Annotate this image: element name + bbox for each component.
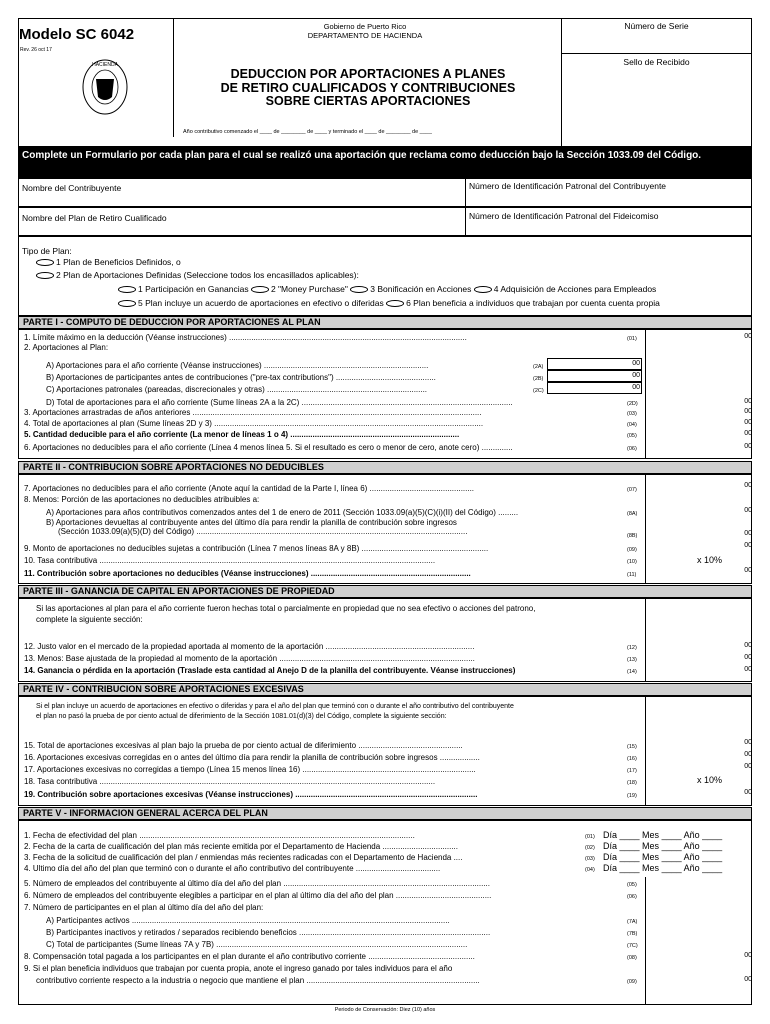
instructions-banner: Complete un Formulario por cada plan para el cual se realizó una aportación que reclama como deducción bajo la Sección 1033.09 del Código. <box>18 147 752 178</box>
tax-rate: x 10% <box>697 555 723 565</box>
year-label: Año <box>683 841 700 851</box>
plan-type-option-1[interactable] <box>36 257 181 267</box>
month-label: Mes <box>642 830 660 840</box>
checkbox-icon[interactable] <box>118 300 136 307</box>
part-1-amount-column <box>645 329 752 459</box>
line-ref: (04) <box>627 422 637 428</box>
line-ref: (01) <box>627 336 637 342</box>
line-18-label: 18. Tasa contributiva ....................................................................................................................................................... <box>24 777 436 786</box>
line-8b-label: B) Aportaciones devueltas al contribuyente antes del último día para rendir la planilla de contribución sobre ingresos <box>46 518 457 527</box>
checkbox-icon[interactable] <box>350 286 368 293</box>
line-ref: (08) <box>627 955 637 961</box>
day-label: Día <box>603 863 618 873</box>
line-ref: (2B) <box>533 376 544 382</box>
line-16-label: 16. Aportaciones excesivas corregidas en o antes del último día para rendir la planilla de contribución sobre ingresos .................. <box>24 753 480 762</box>
line-ref: (04) <box>585 867 595 873</box>
plan-subtypes-row-1 <box>118 284 656 294</box>
line-2a-amount[interactable] <box>547 358 642 370</box>
line-19-label: 19. Contribución sobre aportaciones excesivas (Véanse instrucciones) .................................................................................. <box>24 790 478 799</box>
line-ref: (11) <box>627 572 637 578</box>
cents-marker: 00 <box>632 384 640 391</box>
part-3-intro-2: complete la siguiente sección: <box>36 615 143 624</box>
cents-marker: 00 <box>744 751 752 758</box>
line-2-label: 2. Aportaciones al Plan: <box>24 343 109 352</box>
month-label: Mes <box>642 852 660 862</box>
line-2a-label: A) Aportaciones para el año corriente (Véanse instrucciones) .......................................................................... <box>46 361 429 370</box>
line-5-label: 5. Cantidad deducible para el año corriente (La menor de líneas 1 o 4) ............................................................................ <box>24 430 460 439</box>
line-ref: (19) <box>627 793 637 799</box>
v-line-7-label: 7. Número de participantes en el plan al último día del año del plan: <box>24 903 264 912</box>
cents-marker: 00 <box>744 482 752 489</box>
month-label: Mes <box>642 863 660 873</box>
line-8b-label-2: (Sección 1033.09(a)(5)(D) del Código) .......................................................................................................................... <box>58 527 468 536</box>
line-ref: (07) <box>627 487 637 493</box>
line-2b-amount[interactable] <box>547 370 642 382</box>
header-divider <box>173 18 174 137</box>
v-line-9-label-2: contributivo corriente respecto a la industria o negocio que mantiene el plan .............................................................................. <box>36 976 480 985</box>
date-fields[interactable] <box>603 830 722 874</box>
checkbox-icon[interactable] <box>118 286 136 293</box>
year-label: Año <box>683 830 700 840</box>
part-4-intro: Si el plan incluye un acuerdo de aportaciones en efectivo o diferidas y para el año del plan que terminó con o durante el año contributivo del contribuyente <box>36 703 514 710</box>
line-14-label: 14. Ganancia o pérdida en la aportación (Traslade esta cantidad al Anejo D de la planilla del contribuyente. Véanse instrucciones) <box>24 666 516 675</box>
line-6-label: 6. Aportaciones no deducibles para el año corriente (Línea 4 menos línea 5. Si el resultado es cero o menor de cero, anote cero) .............. <box>24 443 513 452</box>
plan-subtypes-row-2 <box>118 298 660 308</box>
v-line-7c-label: C) Total de participantes (Sume líneas 7A y 7B) ................................................................................................................. <box>46 940 468 949</box>
retention-period: Periodo de Conservación: Diez (10) años <box>334 1007 436 1013</box>
line-ref: (8B) <box>627 533 638 539</box>
cents-marker: 00 <box>744 408 752 415</box>
line-ref: (09) <box>627 547 637 553</box>
day-label: Día <box>603 841 618 851</box>
form-main-title <box>178 68 558 109</box>
part-4-header: PARTE IV - CONTRIBUCION SOBRE APORTACIONES EXCESIVAS <box>18 683 752 696</box>
line-2c-amount[interactable] <box>547 382 642 394</box>
v-line-8-label: 8. Compensación total pagada a los participantes en el plan durante el año contributivo corriente ................................................ <box>24 952 475 961</box>
line-ref: (03) <box>585 856 595 862</box>
date-row-1[interactable]: Día ____ Mes ____ Año ____ <box>603 830 723 840</box>
gov-line-2: DEPARTAMENTO DE HACIENDA <box>307 31 423 40</box>
line-11-label: 11. Contribución sobre aportaciones no deducibles (Véanse instrucciones) ........................................................................ <box>24 569 471 578</box>
line-8a-label: A) Aportaciones para años contributivos comenzados antes del 1 de enero de 2011 (Sección 1033.09(a)(5)(C)(i)(II) del Código) ......... <box>46 508 519 517</box>
line-ref: (14) <box>627 669 637 675</box>
line-ref: (05) <box>627 882 637 888</box>
tax-rate: x 10% <box>697 775 723 785</box>
cents-marker: 00 <box>744 976 752 983</box>
line-ref: (2C) <box>533 388 544 394</box>
month-label: Mes <box>642 841 660 851</box>
gov-line-1: Gobierno de Puerto Rico <box>323 22 407 31</box>
line-8-label: 8. Menos: Porción de las aportaciones no deducibles atribuibles a: <box>24 495 260 504</box>
checkbox-icon[interactable] <box>386 300 404 307</box>
cents-marker: 00 <box>744 642 752 649</box>
year-label: Año <box>683 852 700 862</box>
date-row-4[interactable]: Día ____ Mes ____ Año ____ <box>603 863 723 873</box>
v-line-7a-label: A) Participantes activos ............................................................................................................................................... <box>46 916 450 925</box>
line-13-label: 13. Menos: Base ajustada de la propiedad al momento de la aportación ........................................................................................ <box>24 654 475 663</box>
line-ref: (17) <box>627 768 637 774</box>
part-4-intro-2: el plan no pasó la prueba de por ciento actual de diferimiento de la Sección 1081.01(d)(3) del Código, complete la siguiente sección: <box>36 713 447 720</box>
radio-icon[interactable] <box>36 259 54 266</box>
part-3-header: PARTE III - GANANCIA DE CAPITAL EN APORTACIONES DE PROPIEDAD <box>18 585 752 598</box>
part-5-amount-column <box>645 877 752 1005</box>
radio-icon[interactable] <box>36 272 54 279</box>
v-line-4-label: 4. Ultimo día del año del plan que terminó con o durante el año contributivo del contribuyente ...................................... <box>24 864 441 873</box>
line-ref: (18) <box>627 780 637 786</box>
title-line-3: SOBRE CIERTAS APORTACIONES <box>265 94 471 108</box>
option-label: 1 Plan de Beneficios Definidos, o <box>56 257 181 267</box>
line-ref: (7A) <box>627 919 638 925</box>
title-line-1: DEDUCCION POR APORTACIONES A PLANES <box>230 67 506 81</box>
line-ref: (16) <box>627 756 637 762</box>
line-ref: (01) <box>585 834 595 840</box>
line-ref: (02) <box>585 845 595 851</box>
v-line-5-label: 5. Número de empleados del contribuyente al último día del año del plan ............................................................................................. <box>24 879 490 888</box>
cents-marker: 00 <box>744 666 752 673</box>
cents-marker: 00 <box>744 443 752 450</box>
seal-text: HACIENDA <box>92 62 118 68</box>
line-9-label: 9. Monto de aportaciones no deducibles sujetas a contribución (Línea 7 menos líneas 8A y 8B) ......................................................... <box>24 544 489 553</box>
line-ref: (15) <box>627 744 637 750</box>
title-line-2: DE RETIRO CUALIFICADOS Y CONTRIBUCIONES <box>220 80 516 95</box>
trust-ein-field[interactable]: Número de Identificación Patronal del Fideicomiso <box>469 211 659 221</box>
v-line-2-label: 2. Fecha de la carta de cualificación del plan más reciente emitida por el Departamento de Hacienda .................................. <box>24 842 458 851</box>
cents-marker: 00 <box>744 333 752 340</box>
line-1-label: 1. Límite máximo en la deducción (Véanse instrucciones) ........................................................................................................... <box>24 333 467 342</box>
part-5-header: PARTE V - INFORMACION GENERAL ACERCA DEL PLAN <box>18 807 752 820</box>
line-7-label: 7. Aportaciones no deducibles para el año corriente (Anote aquí la cantidad de la Parte I, línea 6) ............................................... <box>24 484 475 493</box>
checkbox-icon[interactable] <box>474 286 492 293</box>
cents-marker: 00 <box>744 419 752 426</box>
subtype-label: 6 Plan beneficia a individuos que trabajan por cuenta cuenta propia <box>406 298 660 308</box>
line-17-label: 17. Aportaciones excesivas no corregidas a tiempo (Línea 15 menos línea 16) .............................................................................. <box>24 765 476 774</box>
date-row-2[interactable]: Día ____ Mes ____ Año ____ <box>603 841 723 851</box>
cents-marker: 00 <box>632 360 640 367</box>
line-2b-label: B) Aportaciones de participantes antes de contribuciones ("pre-tax contributions") ............................................. <box>46 373 436 382</box>
v-line-6-label: 6. Número de empleados del contribuyente elegibles a participar en el plan al último día del año del plan ........................................... <box>24 891 492 900</box>
line-ref: (06) <box>627 446 637 452</box>
plan-type-option-2[interactable] <box>36 270 359 280</box>
line-12-label: 12. Justo valor en el mercado de la propiedad aportada al momento de la aportación ................................................................... <box>24 642 475 651</box>
cents-marker: 00 <box>744 763 752 770</box>
v-line-7b-label: B) Participantes inactivos y retirados / separados recibiendo beneficios ...................................................................................... <box>46 928 491 937</box>
line-ref: (10) <box>627 559 637 565</box>
line-15-label: 15. Total de aportaciones excesivas al plan bajo la prueba de por ciento actual de diferimiento ............................................... <box>24 741 463 750</box>
subtype-label: 1 Participación en Ganancias <box>138 284 249 294</box>
received-stamp-label: Sello de Recibido <box>623 57 690 67</box>
checkbox-icon[interactable] <box>251 286 269 293</box>
cents-marker: 00 <box>744 430 752 437</box>
form-title: Modelo SC 6042 <box>19 26 135 43</box>
taxpayer-name-field[interactable]: Nombre del Contribuyente <box>22 183 122 193</box>
cents-marker: 00 <box>744 739 752 746</box>
hacienda-seal-icon <box>80 57 130 117</box>
part-3-intro: Si las aportaciones al plan para el año corriente fueron hechas total o parcialmente en propiedad que no sea efectivo o acciones del patrono, <box>36 604 536 613</box>
cents-marker: 00 <box>744 530 752 537</box>
cents-marker: 00 <box>744 398 752 405</box>
cents-marker: 00 <box>744 789 752 796</box>
government-header <box>190 22 540 40</box>
cents-marker: 00 <box>632 372 640 379</box>
line-ref: (12) <box>627 645 637 651</box>
cents-marker: 00 <box>744 952 752 959</box>
cents-marker: 00 <box>744 567 752 574</box>
part-3-amount-column <box>645 598 752 682</box>
tax-year-line[interactable]: Año contributivo comenzado el ____ de ________ de ____ y terminado el ____ de ________ de ____ <box>183 129 432 135</box>
subtype-label: 5 Plan incluye un acuerdo de aportaciones en efectivo o diferidas <box>138 298 384 308</box>
line-4-label: 4. Total de aportaciones al plan (Sume líneas 2D y 3) ......................................................................................................................... <box>24 419 484 428</box>
date-row-3[interactable]: Día ____ Mes ____ Año ____ <box>603 852 723 862</box>
line-ref: (8A) <box>627 511 638 517</box>
line-2c-label: C) Aportaciones patronales (pareadas, discrecionales y otras) ........................................................................ <box>46 385 428 394</box>
line-ref: (06) <box>627 894 637 900</box>
line-ref: (2D) <box>627 401 638 407</box>
serial-number-label: Número de Serie <box>624 21 689 31</box>
day-label: Día <box>603 830 618 840</box>
subtype-label: 3 Bonificación en Acciones <box>370 284 472 294</box>
line-ref: (7C) <box>627 943 638 949</box>
plan-type-label: Tipo de Plan: <box>22 246 72 256</box>
plan-name-field[interactable]: Nombre del Plan de Retiro Cualificado <box>22 213 167 223</box>
v-line-3-label: 3. Fecha de la solicitud de cualificación del plan / enmiendas más recientes radicadas con el Departamento de Hacienda .... <box>24 853 463 862</box>
v-line-9-label: 9. Si el plan beneficia individuos que trabajan por cuenta propia, anote el ingreso ganado por tales individuos para el año <box>24 964 453 973</box>
year-label: Año <box>683 863 700 873</box>
cents-marker: 00 <box>744 507 752 514</box>
v-line-1-label: 1. Fecha de efectividad del plan ............................................................................................................................ <box>24 831 415 840</box>
part-4-amount-column <box>645 696 752 806</box>
line-ref: (09) <box>627 979 637 985</box>
part-1-header: PARTE I - COMPUTO DE DEDUCCION POR APORTACIONES AL PLAN <box>18 316 752 329</box>
line-10-label: 10. Tasa contributiva ....................................................................................................................................................... <box>24 556 436 565</box>
line-ref: (05) <box>627 433 637 439</box>
received-stamp-field <box>561 54 752 147</box>
line-2d-label: D) Total de aportaciones para el año corriente (Sume líneas 2A a la 2C) ............................................................................................... <box>46 398 513 407</box>
line-ref: (7B) <box>627 931 638 937</box>
day-label: Día <box>603 852 618 862</box>
cents-marker: 00 <box>744 542 752 549</box>
taxpayer-ein-field[interactable]: Número de Identificación Patronal del Contribuyente <box>469 181 667 191</box>
subtype-label: 4 Adquisición de Acciones para Empleados <box>493 284 657 294</box>
part-2-header: PARTE II - CONTRIBUCION SOBRE APORTACIONES NO DEDUCIBLES <box>18 461 752 474</box>
line-3-label: 3. Aportaciones arrastradas de años anteriores .................................................................................................................................. <box>24 408 482 417</box>
line-ref: (13) <box>627 657 637 663</box>
part-2-amount-column <box>645 474 752 584</box>
option-label: 2 Plan de Aportaciones Definidas (Seleccione todos los encasillados aplicables): <box>56 270 359 280</box>
cents-marker: 00 <box>744 654 752 661</box>
line-ref: (03) <box>627 411 637 417</box>
subtype-label: 2 "Money Purchase" <box>270 284 348 294</box>
line-ref: (2A) <box>533 364 544 370</box>
revision-date: Rev. 26 oct 17 <box>20 47 52 53</box>
